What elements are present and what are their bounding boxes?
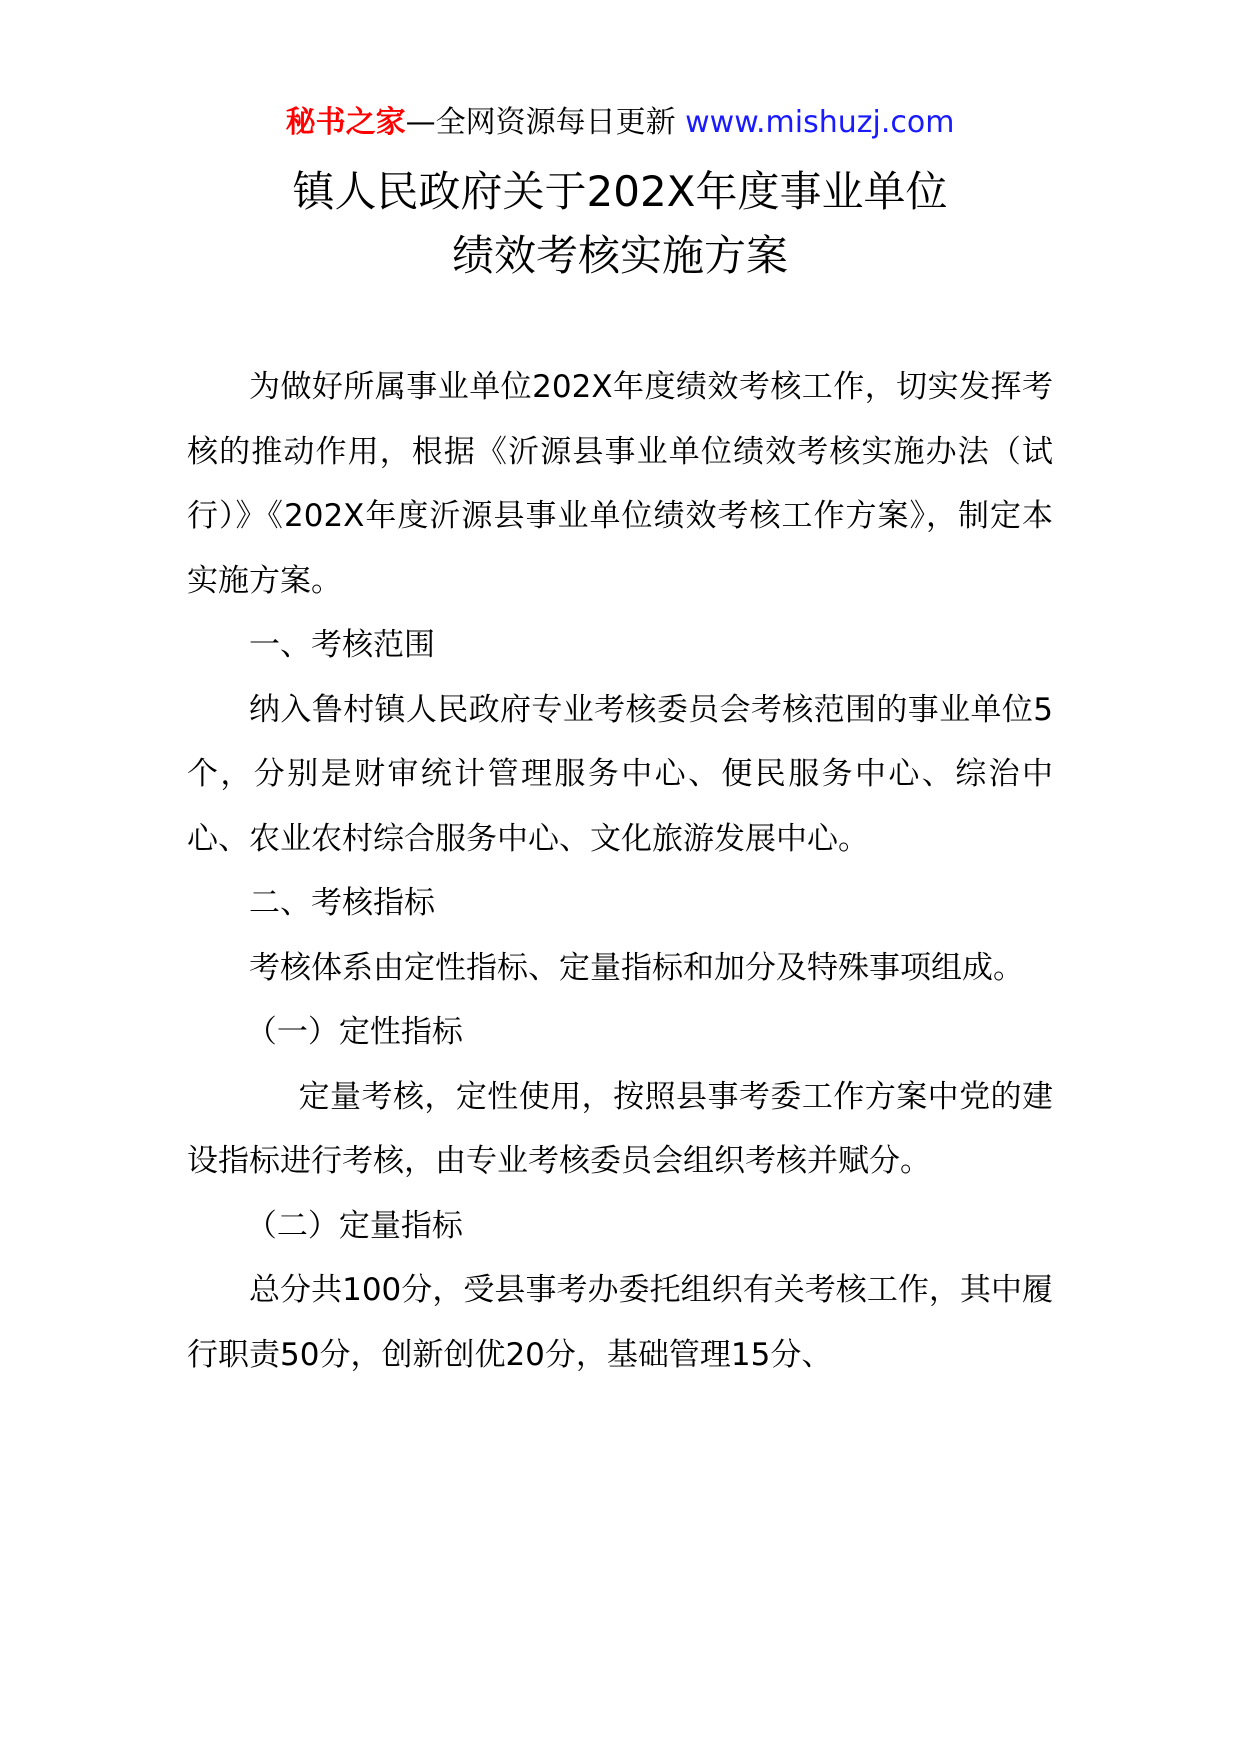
section-heading-indicators: 二、考核指标 [249, 885, 435, 921]
document-body [187, 355, 1053, 1387]
subsection-heading-qualitative: （一）定性指标 [245, 1014, 463, 1050]
section-indicators-paragraph: 考核体系由定性指标、定量指标和加分及特殊事项组成。 [249, 949, 1024, 986]
subsection-quantitative-paragraph: 总分共100分，受县事考办委托组织有关考核工作，其中履行职责50分，创新创优20分，基础管理15分、 [187, 1272, 1053, 1373]
document-title-line-1: 镇人民政府关于202X年度事业单位 [292, 167, 948, 216]
section-scope-paragraph: 纳入鲁村镇人民政府专业考核委员会考核范围的事业单位5个，分别是财审统计管理服务中心、便民服务中心、综治中心、农业农村综合服务中心、文化旅游发展中心。 [187, 691, 1053, 857]
brand-name: 秘书之家 [285, 105, 406, 140]
site-url-link[interactable]: www.mishuzj.com [685, 105, 955, 140]
subsection-qualitative-paragraph: 定量考核，定性使用，按照县事考委工作方案中党的建设指标进行考核，由专业考核委员会组织考核并赋分。 [187, 1078, 1053, 1179]
site-watermark-header [0, 103, 1240, 143]
section-heading-scope: 一、考核范围 [249, 627, 435, 663]
document-title-line-2: 绩效考核实施方案 [451, 231, 788, 280]
brand-tagline: —全网资源每日更新 [405, 105, 676, 140]
subsection-heading-quantitative: （二）定量指标 [245, 1207, 463, 1244]
intro-paragraph: 为做好所属事业单位202X年度绩效考核工作，切实发挥考核的推动作用，根据《沂源县事业单位绩效考核实施办法（试行）》《202X年度沂源县事业单位绩效考核工作方案》，制定本实施方案。 [187, 369, 1053, 599]
